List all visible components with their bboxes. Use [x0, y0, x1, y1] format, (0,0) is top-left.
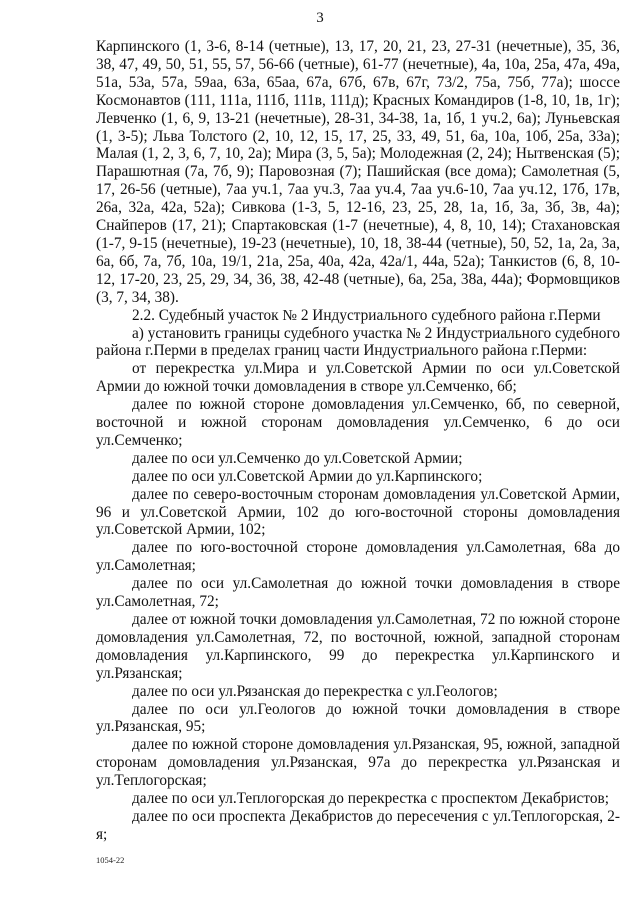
paragraph: далее по оси ул.Теплогорская до перекрестка с проспектом Декабристов; — [132, 790, 609, 808]
paragraph: далее по северо-восточным сторонам домовладения ул.Советской Армии, 96 и ул.Советской Армии, 102 до юго-восточной стороны домовладения ул.Советской Армии, 102; — [96, 485, 620, 539]
paragraph: далее по оси ул.Самолетная до южной точки домовладения в створе ул.Самолетная, 72; — [96, 575, 620, 611]
section-heading: 2.2. Судебный участок № 2 Индустриального судебного района г.Перми — [132, 306, 601, 324]
paragraph: а) установить границы судебного участка № 2 Индустриального судебного района г.Перми в пределах границ части Индустриального района г.Перми: — [96, 324, 620, 360]
paragraph: от перекрестка ул.Мира и ул.Советской Армии по оси ул.Советской Армии до южной точки домовладения в створе ул.Семченко, 6б; — [96, 360, 620, 396]
page-number: 3 — [316, 10, 324, 26]
document-code: 1054-22 — [96, 855, 125, 865]
paragraph: далее по юго-восточной стороне домовладения ул.Самолетная, 68а до ул.Самолетная; — [96, 539, 620, 575]
paragraph: далее по оси ул.Рязанская до перекрестка с ул.Геологов; — [132, 682, 498, 700]
paragraph: далее по оси ул.Геологов до южной точки домовладения в створе ул.Рязанская, 95; — [96, 700, 620, 736]
paragraph: далее от южной точки домовладения ул.Самолетная, 72 по южной стороне домовладения ул.Самолетная, 72, по восточной, южной, западной сторонам домовладения ул.Карпинского, 99 до перекрестка ул.Карпинского и ул.Рязанская; — [96, 611, 620, 682]
paragraph: далее по оси ул.Семченко до ул.Советской Армии; — [132, 449, 463, 467]
paragraph: далее по южной стороне домовладения ул.Семченко, 6б, по северной, восточной и южной сторонам домовладения ул.Семченко, 6 до оси ул.Семченко; — [96, 396, 620, 449]
document-body — [96, 38, 620, 844]
paragraph: далее по оси ул.Советской Армии до ул.Карпинского; — [132, 467, 483, 485]
paragraph-street-list: Карпинского (1, 3-6, 8-14 (четные), 13, 17, 20, 21, 23, 27-31 (нечетные), 35, 36, 38, 47, 49, 50, 51, 55, 57, 56-66 (четные), 61-77 (нечетные), 4а, 10а, 25а, 47а, 49а, 51а, 53а, 57а, 59аа, 63а, 65аа, 67а, 67б, 67в, 67г, 73/2, 75а, 75б, 77а); шоссе Космонавтов (111, 111а, 111б, 111в, 111д); Красных Командиров (1-8, 10, 1в, 1г); Левченко (1, 6, 9, 13-21 (нечетные), 28-31, 34-38, 1а, 1б, 1 уч.2, 6а); Луньевская (1, 3-5); Льва Толстого (2, 10, 12, 15, 17, 25, 33, 49, 51, 6а, 10а, 10б, 25а, 33а); Малая (1, 2, 3, 6, 7, 10, 2а); Мира (3, 5, 5а); Молодежная (2, 24); Нытвенская (5); Парашютная (7а, 7б, 9); Паровозная (7); Пашийская (все дома); Самолетная (5, 17, 26-56 (четные), 7аа уч.1, 7аа уч.3, 7аа уч.4, 7аа уч.6-10, 7аа уч.12, 17б, 17в, 26а, 32а, 42а, 52а); Сивкова (1-3, 5, 12-16, 23, 25, 28, 1а, 1б, 3а, 3б, 3в, 4а); Снайперов (17, 21); Спартаковская (1-7 (нечетные), 4, 8, 10, 14); Стахановская (1-7, 9-15 (нечетные), 19-23 (нечетные), 10, 18, 38-44 (четные), 50, 52, 1а, 2а, 3а, 6а, 6б, 7а, 7б, 10а, 19/1, 21а, 25а, 40а, 42а, 42а/1, 44а, 52а); Танкистов (6, 8, 10-12, 17-20, 23, 25, 29, 34, 36, 38, 42-48 (четные), 6а, 25а, 38а, 44а); Формовщиков (3, 7, 34, 38). — [96, 38, 620, 306]
paragraph: далее по южной стороне домовладения ул.Рязанская, 95, южной, западной сторонам домовладения ул.Рязанская, 97а до перекрестка ул.Рязанская и ул.Теплогорская; — [96, 736, 620, 790]
paragraph: далее по оси проспекта Декабристов до пересечения с ул.Теплогорская, 2-я; — [96, 807, 620, 843]
